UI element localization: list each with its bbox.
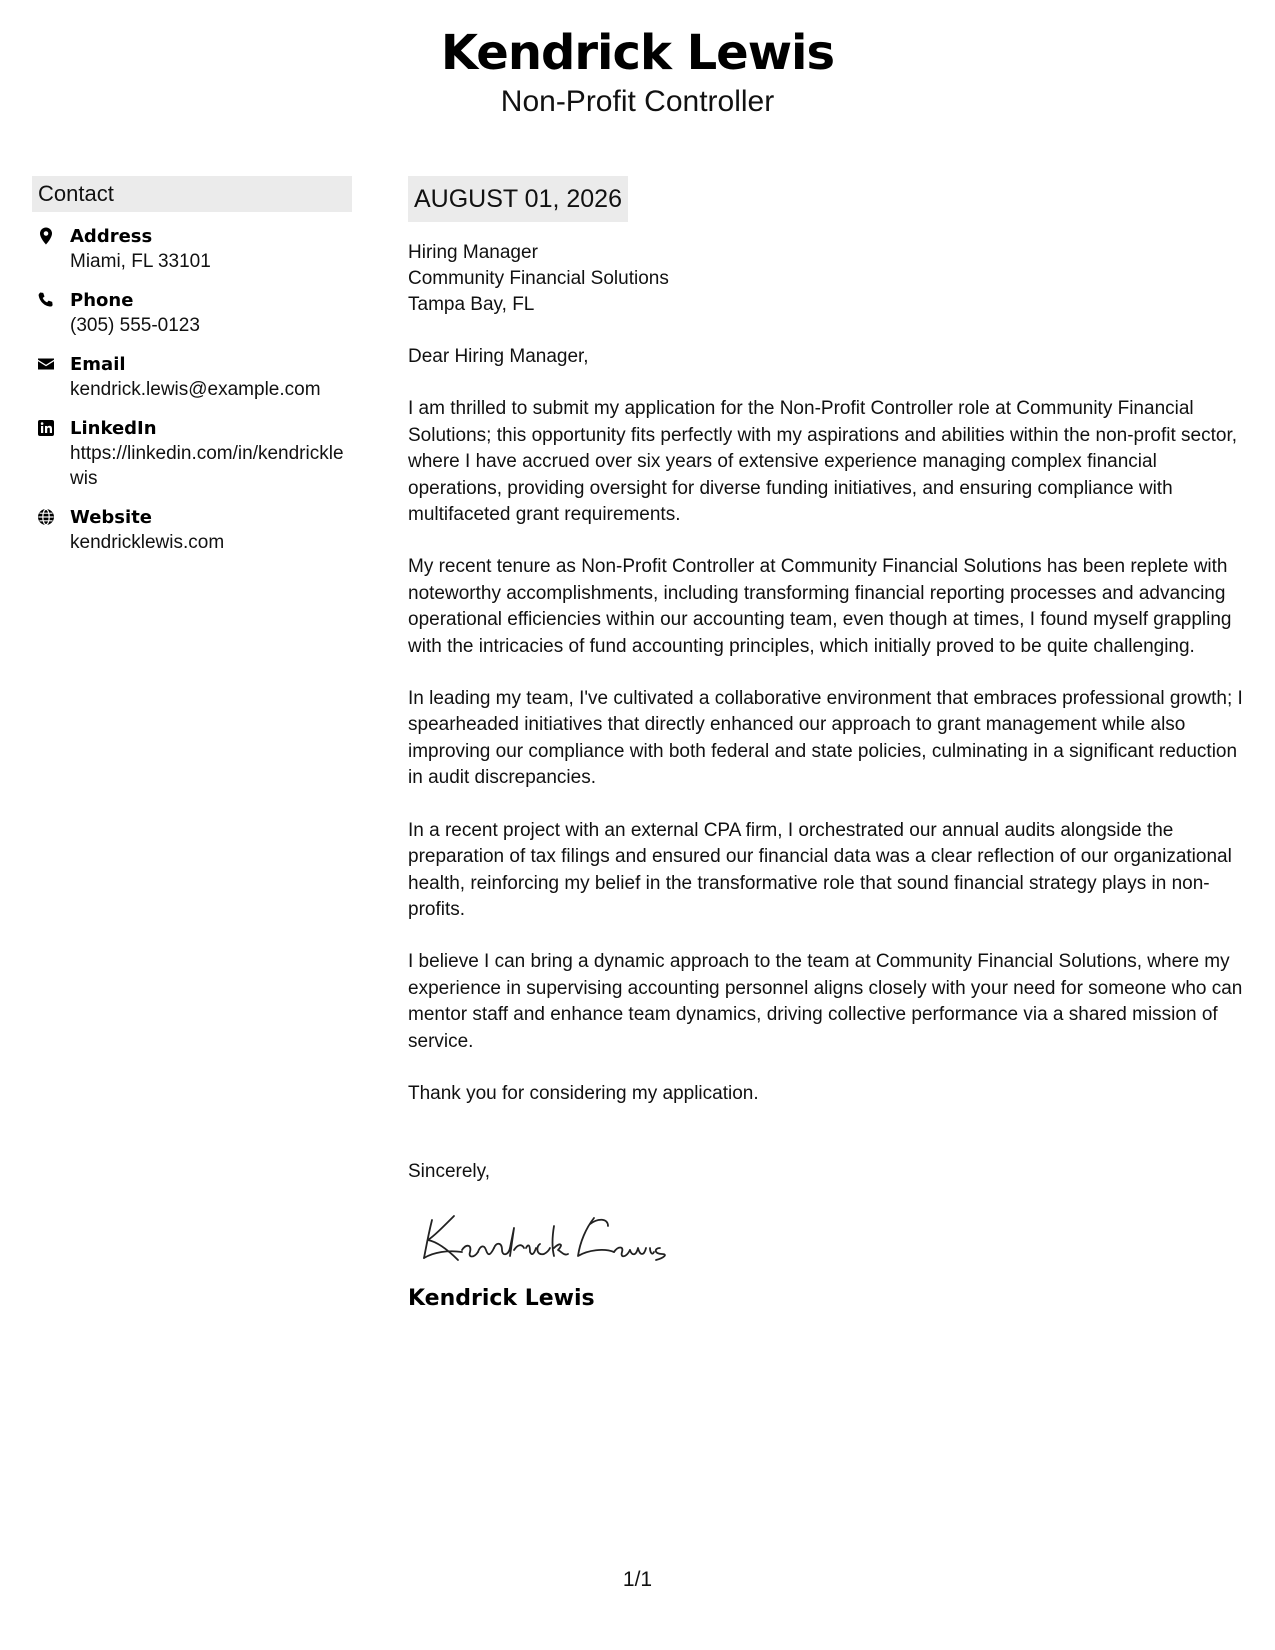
recipient-company: Community Financial Solutions <box>408 268 669 289</box>
applicant-name: Kendrick Lewis <box>440 25 835 81</box>
body-paragraph: In a recent project with an external CPA firm, I orchestrated our annual audits alongside the preparation of tax filings and ensured our financial data was a clear reflection of our organizational health, reinforcing my belief in the transformative role that sound financial strategy plays in non-profits. <box>408 819 1232 920</box>
recipient-title: Hiring Manager <box>408 242 538 263</box>
contact-label: Email <box>70 354 126 375</box>
contact-phone <box>32 288 352 338</box>
body-paragraph: In leading my team, I've cultivated a collaborative environment that embraces professional growth; I spearheaded initiatives that directly enhanced our approach to grant management while also improving our compliance with both federal and state policies, culminating in a significant reduction in audit discrepancies. <box>408 688 1243 789</box>
contact-value: kendrick.lewis@example.com <box>70 379 321 400</box>
contact-label: Phone <box>70 290 134 311</box>
map-pin-icon <box>36 226 56 246</box>
contact-heading: Contact <box>32 176 352 212</box>
signed-name: Kendrick Lewis <box>408 1285 595 1311</box>
contact-linkedin <box>32 416 352 491</box>
resume-header <box>0 22 1275 120</box>
contact-sidebar <box>32 176 352 569</box>
letter-body <box>408 176 1248 1314</box>
contact-address <box>32 224 352 274</box>
page-number: 1/1 <box>622 1568 653 1591</box>
envelope-icon <box>36 354 56 374</box>
recipient-location: Tampa Bay, FL <box>408 294 535 315</box>
phone-icon <box>36 290 56 310</box>
handwritten-signature <box>418 1202 678 1272</box>
contact-value: (305) 555-0123 <box>70 315 200 336</box>
closing-thanks: Thank you for considering my application. <box>408 1082 759 1104</box>
contact-value: Miami, FL 33101 <box>70 251 211 272</box>
linkedin-icon <box>36 418 56 438</box>
globe-icon <box>36 507 56 527</box>
contact-email <box>32 352 352 402</box>
body-paragraph: I am thrilled to submit my application for the Non-Profit Controller role at Community Financial Solutions; this opportunity fits perfectly with my aspirations and abilities within the non-profit sector, where I have accrued over six years of extensive experience managing complex financial operations, providing oversight for diverse funding initiatives, and ensuring compliance with multifaceted grant requirements. <box>408 398 1238 526</box>
salutation: Dear Hiring Manager, <box>408 346 589 367</box>
contact-value: https://linkedin.com/in/kendricklewis <box>70 443 344 489</box>
contact-label: LinkedIn <box>70 418 157 439</box>
contact-value: kendricklewis.com <box>70 532 225 553</box>
applicant-role: Non-Profit Controller <box>500 85 775 118</box>
contact-label: Address <box>70 226 153 247</box>
contact-website <box>32 505 352 555</box>
letter-content <box>408 344 1248 1186</box>
contact-label: Website <box>70 507 153 528</box>
body-paragraph: My recent tenure as Non-Profit Controller at Community Financial Solutions has been replete with noteworthy accomplishments, including transforming financial reporting processes and advancing operational efficiencies within our accounting team, even though at times, I found myself grappling with the intricacies of fund accounting principles, which initially proved to be quite challenging. <box>408 556 1232 657</box>
recipient-block <box>408 240 1248 318</box>
body-paragraph: I believe I can bring a dynamic approach to the team at Community Financial Solutions, where my experience in supervising accounting personnel aligns closely with your need for someone who can mentor staff and enhance team dynamics, driving collective performance via a shared mission of service. <box>408 951 1243 1052</box>
signoff: Sincerely, <box>408 1161 491 1183</box>
letter-date: AUGUST 01, 2026 <box>408 176 628 222</box>
